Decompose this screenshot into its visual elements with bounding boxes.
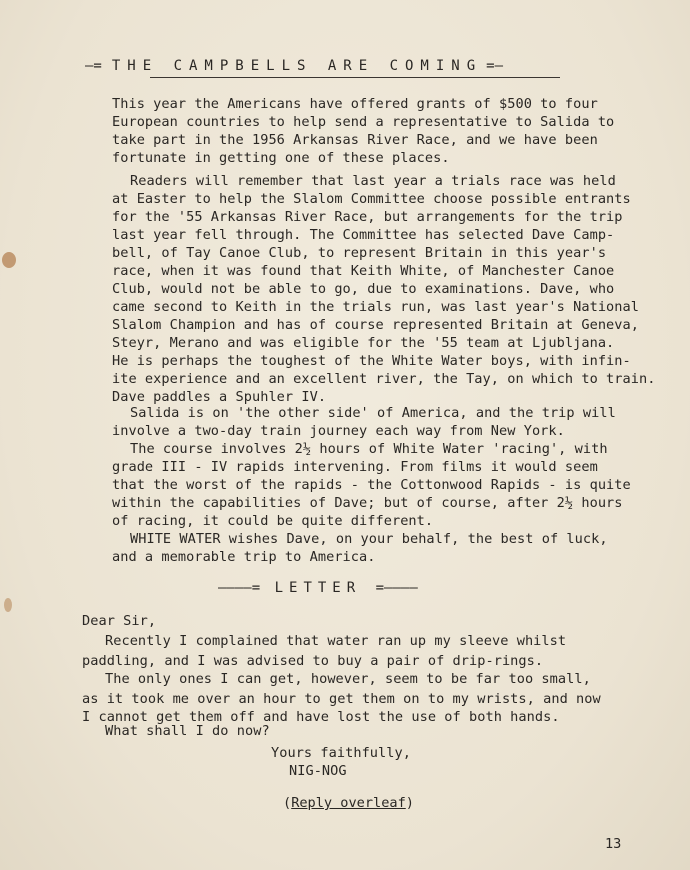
letter-line: What shall I do now? — [105, 723, 270, 739]
letter-line: as it took me over an hour to get them on to my wrists, and now — [82, 691, 601, 707]
letter-heading-dash-right: =———— — [375, 580, 418, 596]
paper-stain — [4, 598, 12, 612]
letter-heading-title: LETTER — [274, 580, 362, 596]
article-line: The course involves 2½ hours of White Water 'racing', with — [130, 441, 608, 457]
heading-title: THE CAMPBELLS ARE COMING — [111, 58, 483, 74]
letter-heading-dash-left: ————= — [218, 580, 261, 596]
article-line: race, when it was found that Keith White, of Manchester Canoe — [112, 263, 615, 279]
reply-paren-close: ) — [405, 795, 414, 811]
article-line: fortunate in getting one of these places. — [112, 150, 450, 166]
article-line: for the '55 Arkansas River Race, but arrangements for the trip — [112, 209, 623, 225]
letter-line: I cannot get them off and have lost the use of both hands. — [82, 709, 560, 725]
letter-line: paddling, and I was advised to buy a pair of drip-rings. — [82, 653, 544, 669]
heading-dash-right: =— — [486, 58, 504, 74]
article-line: Dave paddles a Spuhler IV. — [112, 389, 327, 405]
reply-paren-open: ( — [283, 795, 292, 811]
reply-text: Reply overleaf — [291, 795, 406, 811]
article-line: take part in the 1956 Arkansas River Race, and we have been — [112, 132, 598, 148]
article-line: WHITE WATER wishes Dave, on your behalf, the best of luck, — [130, 531, 608, 547]
article-heading — [85, 58, 605, 74]
article-line: involve a two-day train journey each way from New York. — [112, 423, 565, 439]
article-line: and a memorable trip to America. — [112, 549, 376, 565]
page-number: 13 — [605, 836, 622, 852]
article-line: Slalom Champion and has of course represented Britain at Geneva, — [112, 317, 639, 333]
article-line: bell, of Tay Canoe Club, to represent Britain in this year's — [112, 245, 607, 261]
article-line: came second to Keith in the trials run, was last year's National — [112, 299, 639, 315]
letter-line: The only ones I can get, however, seem to be far too small, — [105, 671, 591, 687]
article-line: that the worst of the rapids - the Cottonwood Rapids - is quite — [112, 477, 631, 493]
article-line: European countries to help send a representative to Salida to — [112, 114, 615, 130]
heading-underline — [150, 77, 560, 78]
article-line: Salida is on 'the other side' of America, and the trip will — [130, 405, 616, 421]
article-line: ite experience and an excellent river, the Tay, on which to train. — [112, 371, 656, 387]
article-line: last year fell through. The Committee has selected Dave Camp- — [112, 227, 615, 243]
letter-salutation: Dear Sir, — [82, 613, 157, 629]
paper-stain — [2, 252, 16, 268]
letter-signature: NIG-NOG — [289, 763, 347, 779]
article-line: This year the Americans have offered grants of $500 to four — [112, 96, 598, 112]
heading-dash-left: —= — [85, 58, 102, 74]
letter-line: Recently I complained that water ran up my sleeve whilst — [105, 633, 567, 649]
reply-note — [283, 795, 414, 811]
letter-heading — [218, 580, 418, 596]
letter-signoff: Yours faithfully, — [271, 745, 411, 761]
article-line: grade III - IV rapids intervening. From films it would seem — [112, 459, 598, 475]
article-line: Readers will remember that last year a trials race was held — [130, 173, 616, 189]
article-line: within the capabilities of Dave; but of course, after 2½ hours — [112, 495, 623, 511]
article-line: He is perhaps the toughest of the White Water boys, with infin- — [112, 353, 631, 369]
article-line: Steyr, Merano and was eligible for the '55 team at Ljubljana. — [112, 335, 615, 351]
article-line: of racing, it could be quite different. — [112, 513, 434, 529]
article-line: at Easter to help the Slalom Committee choose possible entrants — [112, 191, 631, 207]
article-line: Club, would not be able to go, due to examinations. Dave, who — [112, 281, 615, 297]
